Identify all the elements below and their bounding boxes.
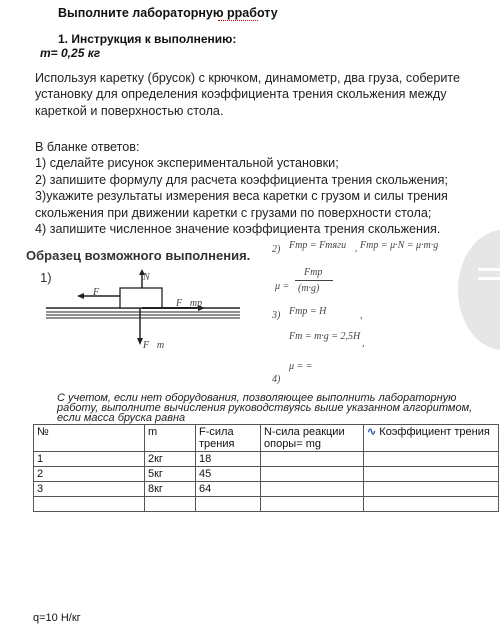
formula-step-3: 3) bbox=[272, 310, 281, 321]
task-paragraph: Используя каретку (брусок) с крючком, динамометр, два груза, соберите установку для определения коэффициента трения скольжения между кареткой и поверхностью стола. bbox=[35, 71, 461, 118]
table-row bbox=[34, 497, 499, 512]
g-value: q=10 Н/кг bbox=[33, 612, 81, 624]
formula-step-2: 2) bbox=[272, 244, 281, 255]
table-row: 3 8кг 64 bbox=[34, 482, 499, 497]
menu-overlay-button[interactable] bbox=[458, 230, 500, 350]
formula-comma-3: , bbox=[362, 338, 365, 349]
task-text: С учетом, если нет оборудования, позволяющее выполнить лабораторную работу, выполните вычисления руководствуясь выше указанном алгоритмом, если масса бруска равна bbox=[57, 392, 473, 425]
col-header-number: № bbox=[34, 425, 145, 452]
mass-value: m= 0,25 кг bbox=[40, 46, 101, 60]
instruction-heading: 1. Инструкция к выполнению: bbox=[58, 32, 237, 46]
col-header-friction: F-сила трения bbox=[196, 425, 261, 452]
formula-weight: Fт = m·g = 2,5H bbox=[289, 331, 361, 342]
formula-mu-denominator: (m·g) bbox=[298, 283, 320, 294]
gravity-force-label: F⃗т bbox=[143, 340, 165, 351]
results-table bbox=[33, 424, 499, 512]
formula-comma-2: , bbox=[360, 310, 363, 321]
formula-mu-lhs: μ = bbox=[275, 281, 290, 292]
sample-step-1: 1) bbox=[40, 270, 52, 285]
answer-form-list: В бланке ответов: 1) сделайте рисунок экспериментальной установки; 2) запишите формулу для расчета коэффициента трения скольжения; 3)укажите результаты измерения веса каретки с грузом и силы трения скольжения при движении каретки с грузами по поверхности стола; 4) запишите численное значение коэффициента трения скольжения. bbox=[35, 140, 448, 237]
table-header-row bbox=[34, 425, 499, 452]
table-row: 1 2кг 18 bbox=[34, 452, 499, 467]
formula-friction-mu: Fтр = μ·N = μ·m·g bbox=[360, 240, 439, 251]
normal-force-label: N⃗ bbox=[143, 272, 158, 283]
col-header-coefficient: ∿ Коэффициент трения bbox=[364, 425, 499, 452]
friction-force-label: F⃗тр bbox=[176, 298, 203, 309]
formula-comma: , bbox=[355, 243, 358, 253]
fraction-bar bbox=[295, 280, 333, 281]
col-header-normal: N-сила реакции опоры= mg bbox=[261, 425, 364, 452]
mu-handwritten-icon: ∿ bbox=[367, 426, 377, 438]
pull-force-label: F⃗ bbox=[93, 287, 107, 298]
sample-heading: Образец возможного выполнения. bbox=[26, 248, 251, 263]
formula-friction-eq: Fтр = Fтяги bbox=[289, 240, 347, 251]
formula-mu-final: μ = = bbox=[289, 361, 313, 372]
menu-bar bbox=[478, 268, 500, 271]
table-row: 2 5кг 45 bbox=[34, 467, 499, 482]
page-title: Выполните лабораторную рработу bbox=[58, 6, 278, 20]
formula-step-4: 4) bbox=[272, 374, 281, 385]
menu-bar bbox=[478, 277, 500, 280]
col-header-mass: m bbox=[145, 425, 196, 452]
formula-mu-numerator: Fтр bbox=[304, 267, 323, 278]
formula-friction-value: Fтр = H bbox=[289, 306, 327, 317]
